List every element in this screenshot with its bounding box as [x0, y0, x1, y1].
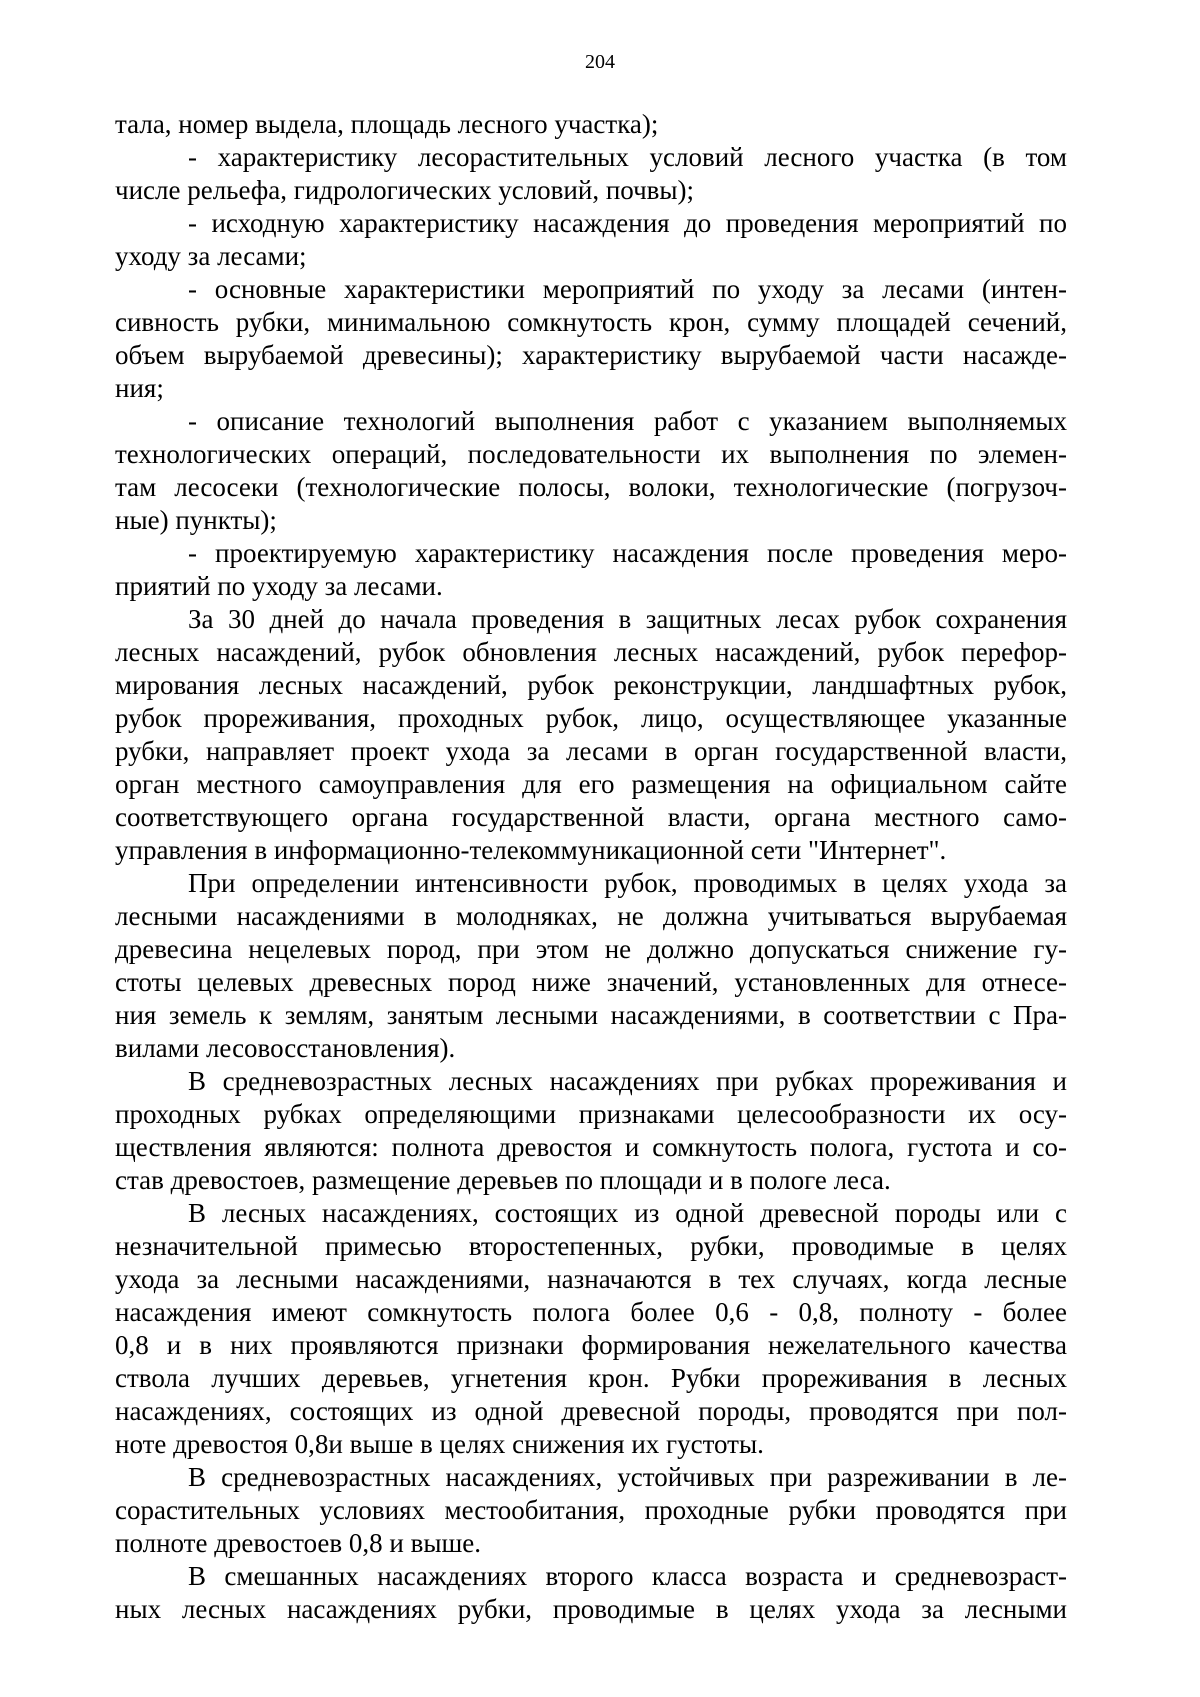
text-line: - описание технологий выполнения работ с указанием выполняемых: [188, 406, 1067, 436]
text-line: сорастительных условиях местообитания, проходные рубки проводятся при: [115, 1495, 1067, 1525]
text-line: В средневозрастных насаждениях, устойчивых при разреживании в ле-: [188, 1462, 1067, 1492]
text-line: вилами лесовосстановления).: [115, 1033, 456, 1063]
text-line: 0,8 и в них проявляются признаки формирования нежелательного качества: [115, 1330, 1067, 1360]
text-line: незначительной примесью второстепенных, рубки, проводимые в целях: [115, 1231, 1067, 1261]
text-line: тала, номер выдела, площадь лесного участка);: [115, 109, 659, 139]
text-line: При определении интенсивности рубок, проводимых в целях ухода за: [188, 868, 1067, 898]
text-line: сивность рубки, минимальною сомкнутость крон, сумму площадей сечений,: [115, 307, 1067, 337]
text-line: лесных насаждений, рубок обновления лесных насаждений, рубок перефор-: [115, 637, 1067, 667]
body-text: [115, 108, 1067, 1626]
text-line: - характеристику лесорастительных условий лесного участка (в том: [188, 142, 1067, 172]
text-line: насаждениях, состоящих из одной древесной породы, проводятся при пол-: [115, 1396, 1067, 1426]
text-line: В средневозрастных лесных насаждениях при рубках прореживания и: [188, 1066, 1067, 1096]
text-line: ществления являются: полнота древостоя и сомкнутость полога, густота и со-: [115, 1132, 1067, 1162]
text-line: рубки, направляет проект ухода за лесами в орган государственной власти,: [115, 736, 1067, 766]
text-line: полноте древостоев 0,8 и выше.: [115, 1528, 482, 1558]
text-line: мирования лесных насаждений, рубок реконструкции, ландшафтных рубок,: [115, 670, 1067, 700]
text-line: приятий по уходу за лесами.: [115, 571, 443, 601]
text-line: ния земель к землям, занятым лесными насаждениями, в соответствии с Пра-: [115, 1000, 1067, 1030]
text-line: В смешанных насаждениях второго класса возраста и средневозраст-: [188, 1561, 1067, 1591]
text-line: - проектируемую характеристику насаждения после проведения меро-: [188, 538, 1067, 568]
text-line: - основные характеристики мероприятий по уходу за лесами (интен-: [188, 274, 1067, 304]
text-line: став древостоев, размещение деревьев по площади и в пологе леса.: [115, 1165, 891, 1195]
text-line: соответствующего органа государственной власти, органа местного само-: [115, 802, 1067, 832]
text-line: технологических операций, последовательности их выполнения по элемен-: [115, 439, 1067, 469]
text-line: орган местного самоуправления для его размещения на официальном сайте: [115, 769, 1067, 799]
text-line: ствола лучших деревьев, угнетения крон. Рубки прореживания в лесных: [115, 1363, 1067, 1393]
text-line: лесными насаждениями в молодняках, не должна учитываться вырубаемая: [115, 901, 1067, 931]
text-line: стоты целевых древесных пород ниже значений, установленных для отнесе-: [115, 967, 1067, 997]
text-line: ния;: [115, 373, 164, 403]
text-line: объем вырубаемой древесины); характеристику вырубаемой части насажде-: [115, 340, 1067, 370]
text-line: управления в информационно-телекоммуникационной сети "Интернет".: [115, 835, 947, 865]
text-line: рубок прореживания, проходных рубок, лицо, осуществляющее указанные: [115, 703, 1067, 733]
text-line: В лесных насаждениях, состоящих из одной древесной породы или с: [188, 1198, 1067, 1228]
text-line: - исходную характеристику насаждения до проведения мероприятий по: [188, 208, 1067, 238]
page-number: 204: [585, 51, 615, 73]
text-line: насаждения имеют сомкнутость полога более 0,6 - 0,8, полноту - более: [115, 1297, 1067, 1327]
text-line: ноте древостоя 0,8и выше в целях снижения их густоты.: [115, 1429, 764, 1459]
text-line: там лесосеки (технологические полосы, волоки, технологические (погрузоч-: [115, 472, 1067, 502]
text-line: проходных рубках определяющими признаками целесообразности их осу-: [115, 1099, 1067, 1129]
text-line: ные) пункты);: [115, 505, 277, 535]
text-line: ных лесных насаждениях рубки, проводимые в целях ухода за лесными: [115, 1594, 1067, 1624]
text-line: древесина нецелевых пород, при этом не должно допускаться снижение гу-: [115, 934, 1067, 964]
text-line: уходу за лесами;: [115, 241, 307, 271]
text-line: числе рельефа, гидрологических условий, почвы);: [115, 175, 695, 205]
text-line: За 30 дней до начала проведения в защитных лесах рубок сохранения: [188, 604, 1067, 634]
text-line: ухода за лесными насаждениями, назначаются в тех случаях, когда лесные: [115, 1264, 1067, 1294]
